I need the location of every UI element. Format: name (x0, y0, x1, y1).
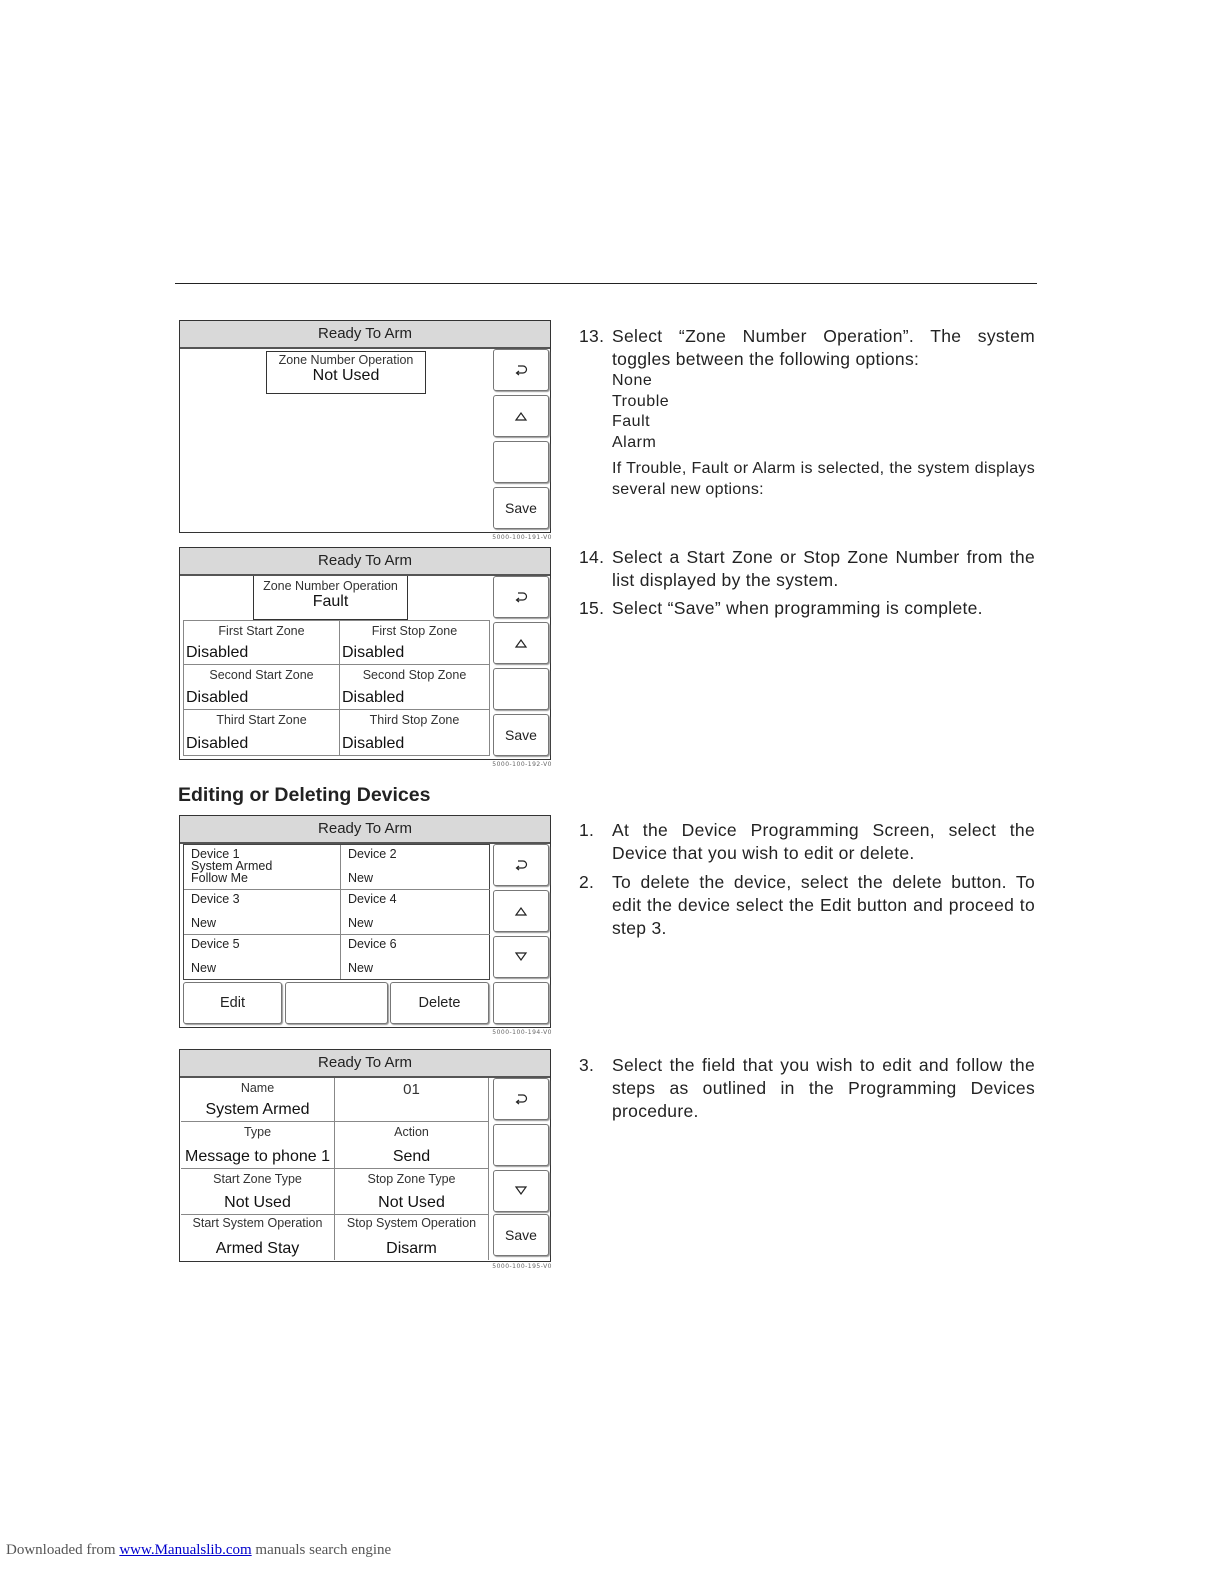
step-number: 2. (579, 872, 595, 892)
cell-label: Start System Operation (192, 1216, 323, 1230)
step-text: Select “Save” when programming is complete. (612, 598, 983, 618)
device-6-cell[interactable] (341, 935, 490, 979)
device-step-2 (579, 871, 1035, 940)
field-label: Zone Number Operation (278, 353, 414, 367)
blank-button[interactable] (493, 668, 549, 710)
third-start-zone-cell[interactable] (183, 710, 340, 756)
section-heading: Editing or Deleting Devices (178, 784, 431, 806)
device-3-cell[interactable] (184, 890, 341, 935)
cell-label: Second Start Zone (209, 668, 314, 682)
back-button[interactable] (493, 844, 549, 886)
step-text: Select “Zone Number Operation”. The system toggles between the following options: (612, 326, 1035, 369)
figure-id: 5000-100-195-V0 (492, 1263, 552, 1270)
cell-value: Disabled (186, 689, 249, 706)
blank-button[interactable] (493, 1124, 549, 1166)
scroll-down-button[interactable] (493, 936, 549, 978)
second-stop-zone-cell[interactable] (340, 665, 490, 710)
action-field[interactable] (335, 1122, 489, 1169)
header-rule (175, 283, 1037, 284)
cell-label: Type (243, 1125, 272, 1139)
device-field-grid (181, 1078, 489, 1261)
figure-id: 5000-100-192-V0 (492, 761, 552, 768)
screen-title: Ready To Arm (180, 816, 550, 844)
device-detail: System Armed (191, 859, 273, 873)
device-detail: Follow Me (191, 871, 248, 885)
down-arrow-icon (514, 1185, 528, 1197)
figure-id: 5000-100-191-V0 (492, 534, 552, 541)
device-number-field[interactable] (335, 1078, 489, 1122)
blank-button[interactable] (493, 441, 549, 483)
device-4-cell[interactable] (341, 890, 490, 935)
cell-value: Disarm (386, 1240, 437, 1257)
device-status: New (348, 871, 374, 885)
device-name: Device 1 (191, 847, 240, 861)
scroll-up-button[interactable] (493, 890, 549, 932)
device-grid (183, 844, 490, 980)
back-button[interactable] (493, 1078, 549, 1120)
step-number: 1. (579, 820, 595, 840)
cell-label: Name (240, 1081, 275, 1095)
third-stop-zone-cell[interactable] (340, 710, 490, 756)
option-fault: Fault (612, 413, 651, 430)
field-value: Not Used (312, 367, 380, 384)
zone-number-operation-field[interactable] (266, 351, 426, 394)
back-button[interactable] (493, 349, 549, 391)
down-arrow-icon (514, 951, 528, 963)
cell-value: Armed Stay (215, 1240, 300, 1257)
step-number: 13. (579, 326, 605, 346)
scroll-up-button[interactable] (493, 622, 549, 664)
screen-device-list (179, 815, 551, 1028)
option-alarm: Alarm (612, 433, 657, 451)
device-name: Device 5 (191, 937, 240, 951)
device-1-cell[interactable] (184, 845, 341, 890)
device-name: Device 6 (348, 937, 397, 951)
first-start-zone-cell[interactable] (183, 620, 340, 665)
cell-value: Disabled (342, 689, 405, 706)
figure-id: 5000-100-194-V0 (492, 1029, 552, 1036)
step-text: To delete the device, select the delete button. To edit the device select the Edit button and proceed to step 3. (612, 872, 1035, 938)
scroll-up-button[interactable] (493, 395, 549, 437)
step-13-note: If Trouble, Fault or Alarm is selected, the system displays several new options: (612, 460, 1035, 498)
up-arrow-icon (514, 637, 528, 649)
device-2-cell[interactable] (341, 845, 490, 890)
device-step-1 (579, 819, 1035, 865)
step-text: Select a Start Zone or Stop Zone Number from the list displayed by the system. (612, 547, 1035, 590)
cell-label: Third Start Zone (216, 713, 307, 727)
step-14 (579, 546, 1035, 592)
step-number: 3. (579, 1055, 595, 1075)
cell-label: Stop Zone Type (367, 1172, 456, 1186)
blank-button[interactable] (493, 982, 549, 1024)
cell-value: Disabled (186, 735, 249, 752)
undo-icon (514, 1093, 528, 1105)
device-name: Device 4 (348, 892, 397, 906)
device-name: Device 3 (191, 892, 240, 906)
step-13 (579, 325, 1035, 371)
up-arrow-icon (514, 410, 528, 422)
steps-14-15-block (579, 546, 1035, 620)
second-start-zone-cell[interactable] (183, 665, 340, 710)
device-status: New (348, 961, 374, 975)
download-footer (6, 1542, 391, 1559)
up-arrow-icon (514, 905, 528, 917)
stop-zone-type-field[interactable] (335, 1169, 489, 1215)
screen-title: Ready To Arm (180, 548, 550, 576)
cell-label: Second Stop Zone (362, 668, 467, 682)
cell-label: First Start Zone (218, 624, 305, 638)
field-value: Fault (312, 593, 349, 610)
stop-system-operation-field[interactable] (335, 1215, 489, 1260)
device-step-3-block (579, 1054, 1035, 1123)
manualslib-link[interactable]: www.Manualslib.com (119, 1542, 252, 1558)
step-text: Select the field that you wish to edit and follow the steps as outlined in the Programming Devices procedure. (612, 1055, 1035, 1121)
option-none: None (612, 372, 653, 389)
cell-value: Send (392, 1148, 431, 1165)
device-5-cell[interactable] (184, 935, 341, 979)
screen-zone-op-not-used (179, 320, 551, 533)
start-system-operation-field[interactable] (181, 1215, 335, 1260)
device-status: New (191, 916, 217, 930)
cell-value: Not Used (378, 1194, 445, 1211)
start-zone-type-field[interactable] (181, 1169, 335, 1215)
step-number: 15. (579, 598, 605, 618)
edit-button[interactable]: Edit (183, 982, 282, 1024)
device-step-3 (579, 1054, 1035, 1123)
name-field[interactable] (181, 1078, 335, 1122)
save-button[interactable]: Save (493, 487, 549, 529)
cell-label: 01 (403, 1081, 420, 1098)
first-stop-zone-cell[interactable] (340, 620, 490, 665)
step-13-block (579, 325, 1035, 500)
cell-label: Start Zone Type (213, 1172, 302, 1186)
device-steps-block (579, 819, 1035, 940)
footer-suffix: manuals search engine (255, 1542, 392, 1558)
cell-label: Action (394, 1125, 429, 1139)
option-trouble: Trouble (612, 392, 670, 410)
cell-label: Stop System Operation (346, 1216, 477, 1230)
screen-zone-op-fault (179, 547, 551, 760)
cell-value: Message to phone 1 (185, 1148, 330, 1165)
type-field[interactable] (181, 1122, 335, 1169)
zone-number-operation-field[interactable] (253, 576, 408, 620)
scroll-down-button[interactable] (493, 1170, 549, 1212)
undo-icon (514, 859, 528, 871)
cell-value: Disabled (342, 644, 405, 661)
cell-value: System Armed (205, 1101, 310, 1118)
delete-button[interactable]: Delete (390, 982, 489, 1024)
screen-device-edit (179, 1049, 551, 1262)
step-text: At the Device Programming Screen, select the Device that you wish to edit or delete. (612, 820, 1035, 863)
device-name: Device 2 (348, 847, 397, 861)
zone-grid (183, 620, 490, 757)
screen-title: Ready To Arm (180, 1050, 550, 1078)
cell-value: Disabled (342, 735, 405, 752)
screen-title: Ready To Arm (180, 321, 550, 349)
undo-icon (514, 591, 528, 603)
step-15 (579, 597, 1035, 620)
device-status: New (348, 916, 374, 930)
cell-value: Not Used (224, 1194, 291, 1211)
back-button[interactable] (493, 576, 549, 618)
undo-icon (514, 364, 528, 376)
save-button[interactable]: Save (493, 1214, 549, 1256)
footer-prefix: Downloaded from (6, 1542, 116, 1558)
device-status: New (191, 961, 217, 975)
step-number: 14. (579, 547, 605, 567)
blank-button[interactable] (285, 982, 388, 1024)
cell-value: Disabled (186, 644, 249, 661)
cell-label: Third Stop Zone (369, 713, 460, 727)
field-label: Zone Number Operation (263, 579, 398, 593)
cell-label: First Stop Zone (371, 624, 458, 638)
save-button[interactable]: Save (493, 714, 549, 756)
